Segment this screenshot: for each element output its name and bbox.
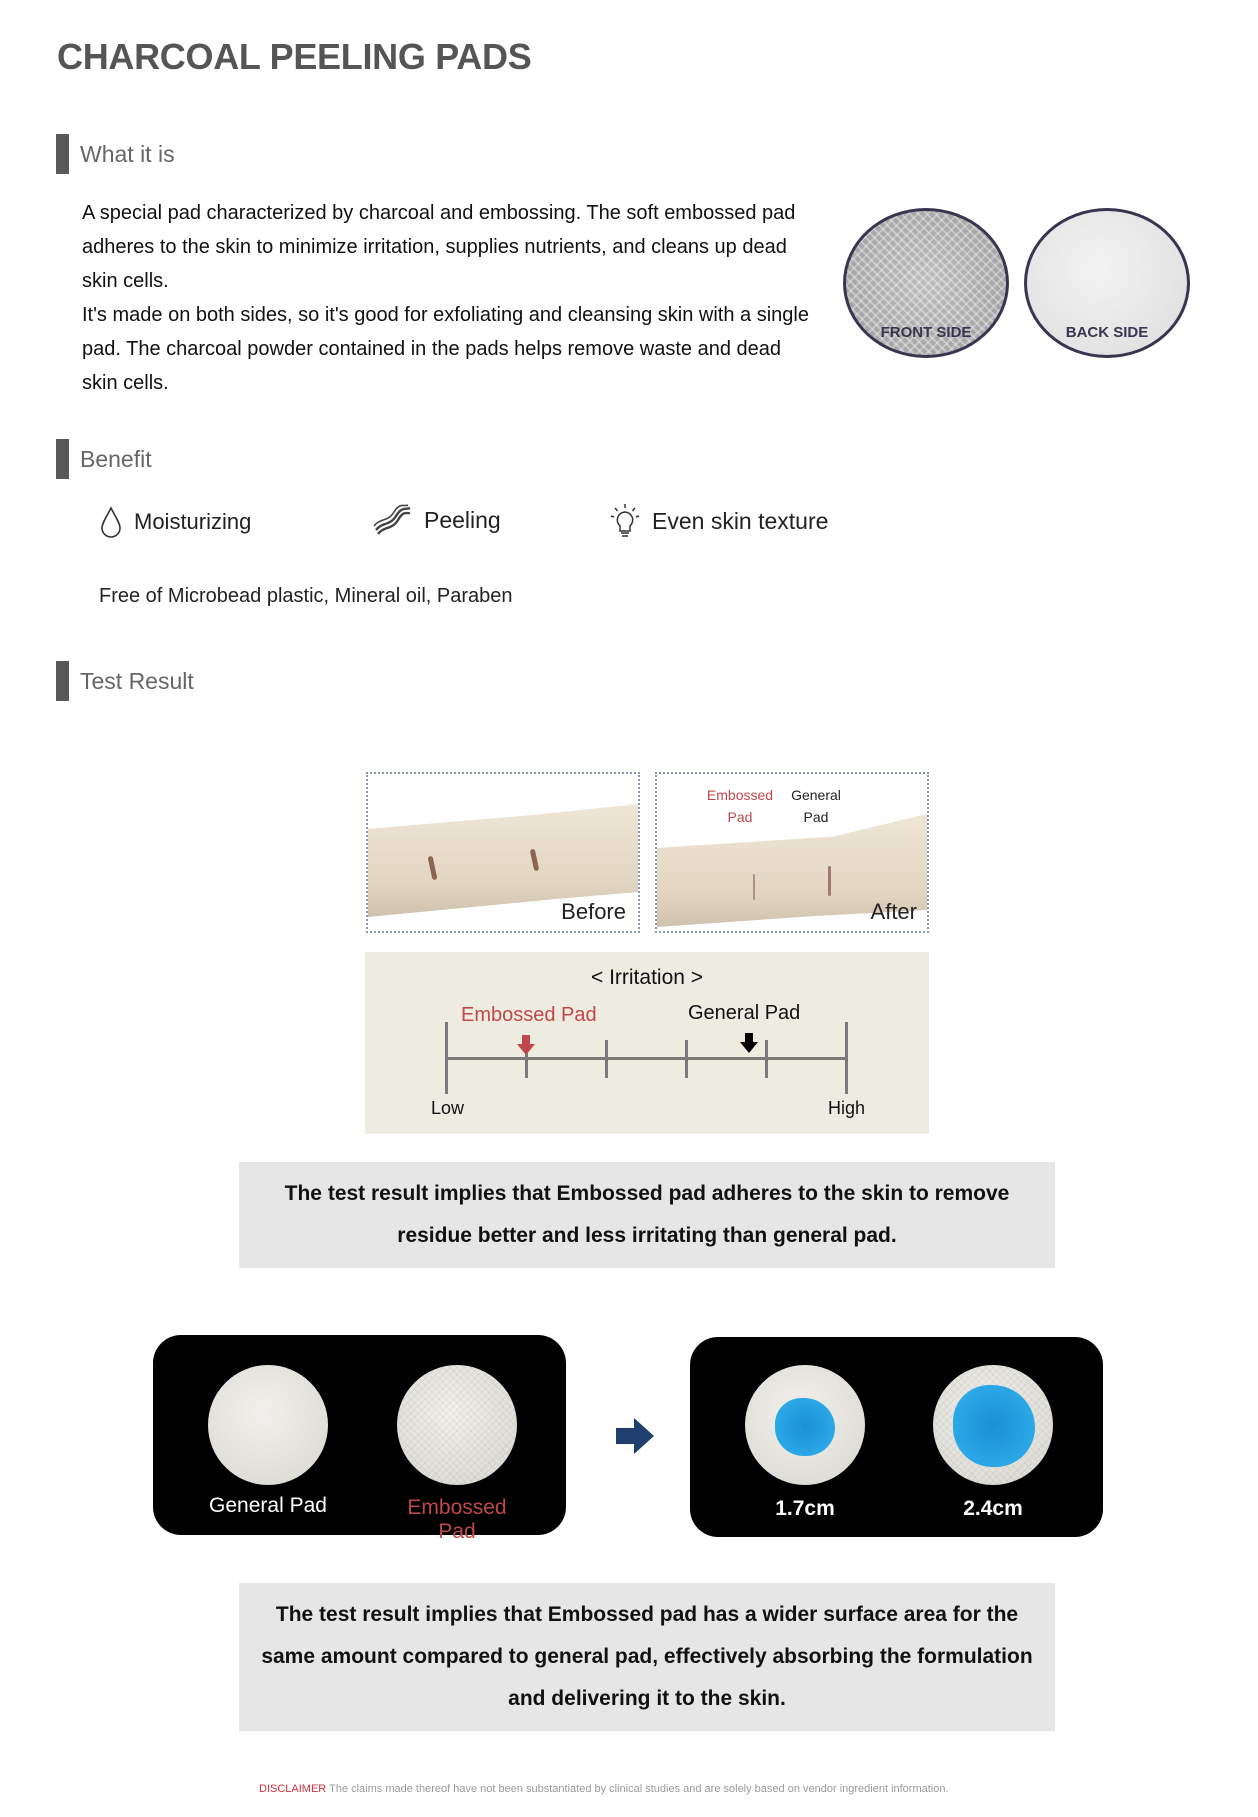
scale-tick	[765, 1040, 768, 1078]
embossed-pad-disk	[397, 1365, 517, 1485]
residue-mark	[753, 874, 755, 900]
benefit-item-moisturizing	[100, 506, 251, 538]
section-heading-what-it-is: What it is	[80, 141, 175, 167]
back-side-pad-image	[1024, 208, 1190, 358]
after-general-pad-label	[781, 784, 851, 828]
scale-tick-high	[845, 1022, 848, 1094]
waves-icon	[372, 504, 412, 536]
section-bar	[56, 661, 69, 701]
section-heading-test-result: Test Result	[80, 668, 194, 694]
disclaimer-label: DISCLAIMER	[259, 1783, 327, 1795]
droplet-icon	[100, 506, 122, 538]
description	[82, 196, 822, 400]
label-line: General	[791, 787, 841, 803]
scale-tick	[685, 1040, 688, 1078]
front-side-label: FRONT SIDE	[880, 324, 972, 341]
spread-blot-embossed	[953, 1385, 1035, 1467]
irritation-scale-panel	[365, 952, 929, 1134]
section-bar	[56, 439, 69, 479]
benefit-item-peeling	[372, 504, 501, 536]
conclusion-box-irritation	[239, 1162, 1055, 1268]
general-pad-label: General Pad	[209, 1494, 327, 1517]
label-line: Embossed	[706, 787, 774, 803]
page-title: CHARCOAL PEELING PADS	[57, 36, 532, 77]
general-pad-marker-label: General Pad	[688, 1002, 801, 1024]
description-paragraph-2: It's made on both sides, so it's good for exfoliating and cleansing skin with a single pad. The charcoal powder contained in the pads helps remove waste and dead skin cells.	[82, 304, 809, 394]
after-absorption-panel	[690, 1337, 1103, 1537]
conclusion-text: The test result implies that Embossed pad adheres to the skin to remove residue better and less irritating than general pad.	[284, 1182, 1010, 1247]
section-bar	[56, 134, 69, 174]
lightbulb-icon	[610, 503, 640, 539]
back-side-label: BACK SIDE	[1065, 324, 1149, 341]
before-label: Before	[561, 899, 626, 924]
section-heading-benefit: Benefit	[80, 446, 152, 472]
scale-tick-low	[445, 1022, 448, 1094]
after-label: After	[870, 899, 917, 924]
free-of-statement: Free of Microbead plastic, Mineral oil, Paraben	[99, 585, 513, 607]
arrow-right-icon	[616, 1418, 654, 1454]
after-embossed-pad-label	[705, 784, 775, 828]
description-paragraph-1: A special pad characterized by charcoal and embossing. The soft embossed pad adheres to the skin to minimize irritation, supplies nutrients, and cleans up dead skin cells.	[82, 202, 796, 292]
conclusion-box-absorption	[239, 1583, 1055, 1731]
before-photo	[366, 772, 640, 933]
label-line: Pad	[727, 809, 753, 825]
benefit-label: Peeling	[424, 506, 501, 533]
scale-axis	[445, 1057, 847, 1060]
general-pad-disk	[208, 1365, 328, 1485]
scale-low-label: Low	[431, 1098, 465, 1118]
irritation-title: < Irritation >	[590, 966, 704, 989]
residue-mark	[828, 866, 831, 896]
conclusion-text: The test result implies that Embossed pad has a wider surface area for the same amount compared to general pad, effectively absorbing the formulation and delivering it to the skin.	[261, 1603, 1033, 1710]
after-photo	[655, 772, 929, 933]
disclaimer	[259, 1783, 949, 1795]
benefit-label: Even skin texture	[652, 507, 829, 534]
benefit-item-even-skin-texture	[610, 503, 828, 539]
general-spread-value: 1.7cm	[775, 1497, 835, 1520]
benefit-label: Moisturizing	[134, 509, 252, 534]
embossed-pad-marker-label: Embossed Pad	[461, 1004, 597, 1026]
spread-blot-general	[775, 1398, 835, 1456]
disclaimer-text: The claims made thereof have not been substantiated by clinical studies and are solely based on vendor ingredient information.	[326, 1783, 949, 1795]
embossed-pad-label: Embossed Pad	[407, 1496, 507, 1543]
embossed-spread-value: 2.4cm	[963, 1497, 1023, 1520]
general-pad-arrow-icon	[740, 1033, 758, 1053]
embossed-pad-arrow-icon	[517, 1035, 535, 1055]
front-side-pad-image	[843, 208, 1009, 358]
scale-high-label: High	[828, 1098, 866, 1118]
label-line: Pad	[803, 809, 829, 825]
scale-tick	[605, 1040, 608, 1078]
before-absorption-panel	[153, 1335, 566, 1543]
